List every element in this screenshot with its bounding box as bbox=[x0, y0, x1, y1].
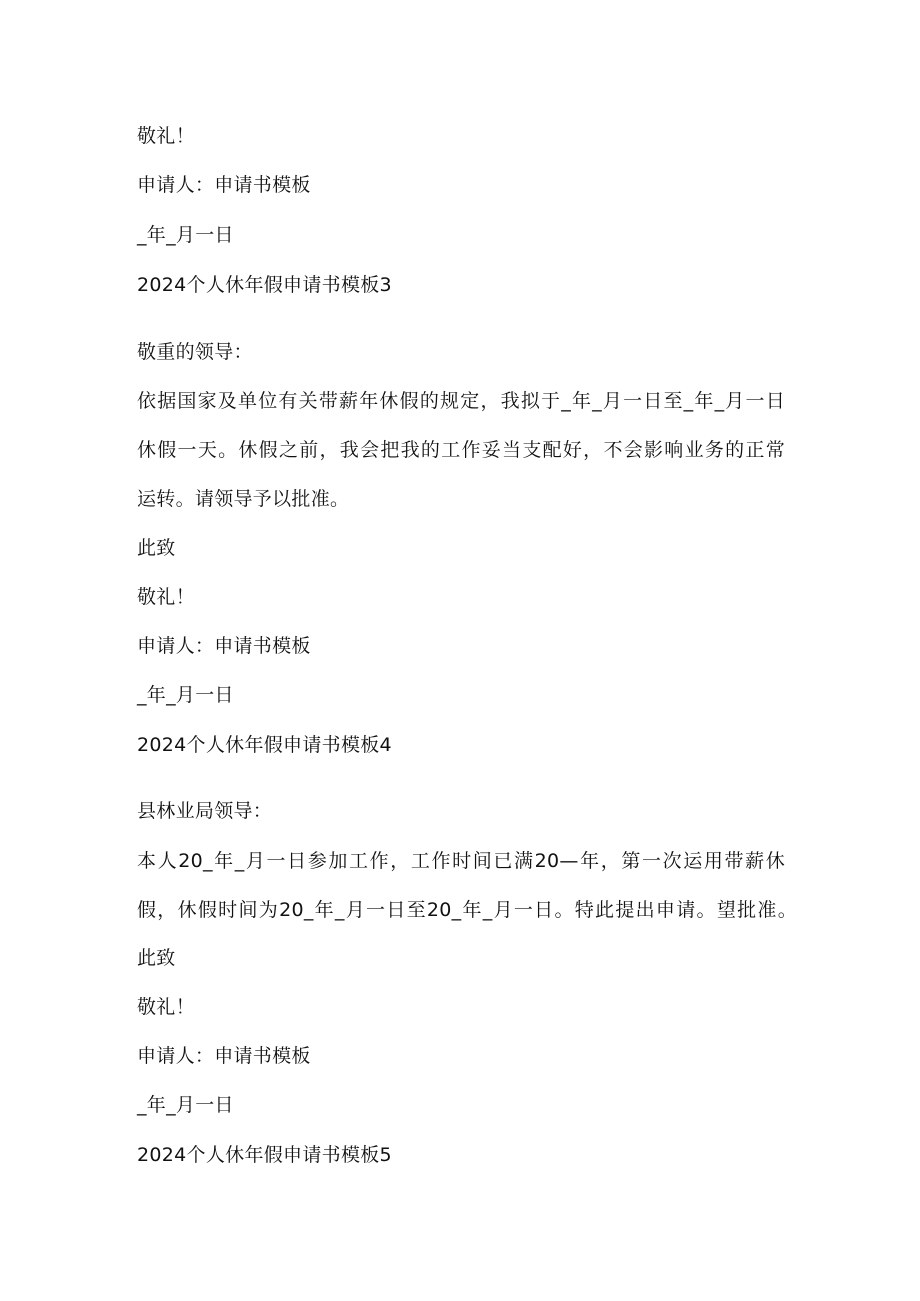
section-heading: 2024个人休年假申请书模板4 bbox=[137, 734, 392, 756]
section-heading: 2024个人休年假申请书模板3 bbox=[137, 274, 392, 296]
body-text-line: 本人20_年_月一日参加工作，工作时间已满20—年，第一次运用带薪休 bbox=[137, 850, 785, 872]
salutation: 县林业局领导： bbox=[137, 800, 273, 822]
body-text-line: 运转。请领导予以批准。 bbox=[137, 488, 350, 510]
closing-salute: 敬礼！ bbox=[137, 586, 195, 608]
body-text-line: 休假一天。休假之前，我会把我的工作妥当支配好，不会影响业务的正常 bbox=[137, 439, 785, 461]
body-text-line: 依据国家及单位有关带薪年休假的规定，我拟于_年_月一日至_年_月一日 bbox=[137, 390, 785, 412]
applicant-signature: 申请人：申请书模板 bbox=[137, 174, 311, 196]
applicant-signature: 申请人：申请书模板 bbox=[137, 1045, 311, 1067]
closing-phrase: 此致 bbox=[137, 537, 176, 559]
date-line: _年_月一日 bbox=[137, 1094, 234, 1116]
date-line: _年_月一日 bbox=[137, 684, 234, 706]
body-text-line: 假，休假时间为20_年_月一日至20_年_月一日。特此提出申请。望批准。 bbox=[137, 899, 797, 921]
closing-salute: 敬礼！ bbox=[137, 996, 195, 1018]
section-heading: 2024个人休年假申请书模板5 bbox=[137, 1144, 392, 1166]
applicant-signature: 申请人：申请书模板 bbox=[137, 635, 311, 657]
closing-salute: 敬礼！ bbox=[137, 125, 195, 147]
date-line: _年_月一日 bbox=[137, 224, 234, 246]
closing-phrase: 此致 bbox=[137, 947, 176, 969]
salutation: 敬重的领导： bbox=[137, 341, 253, 363]
